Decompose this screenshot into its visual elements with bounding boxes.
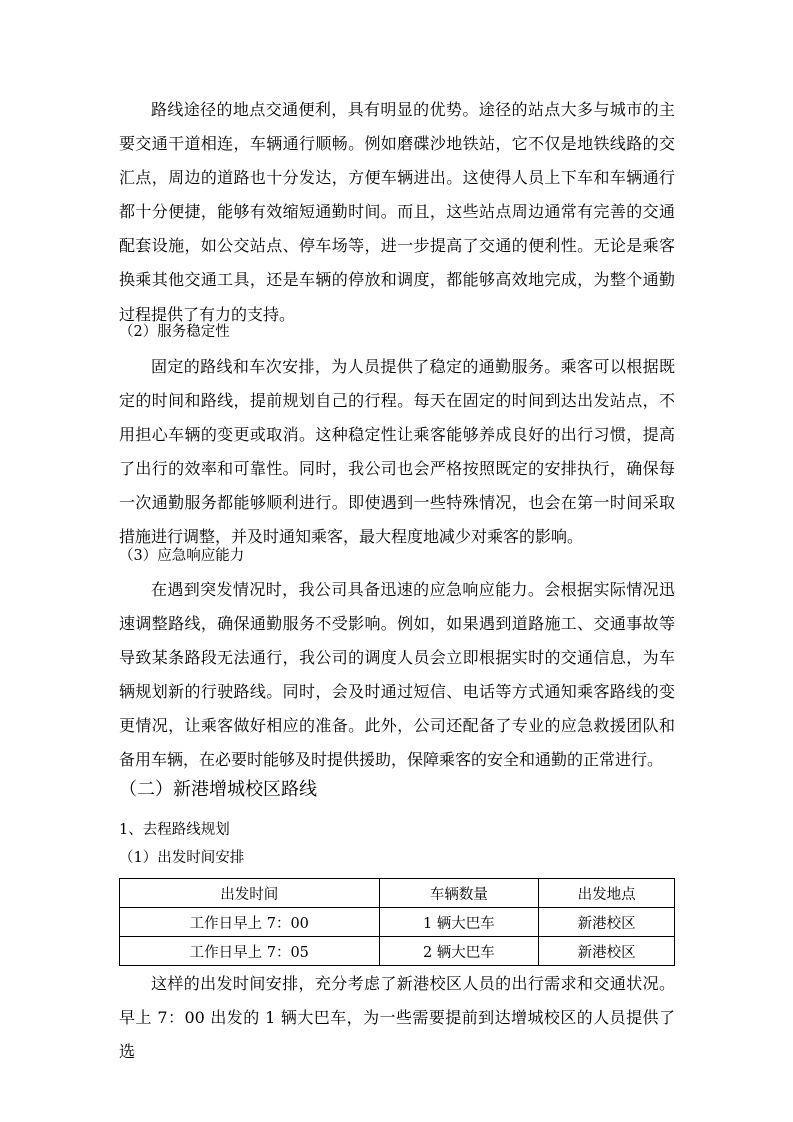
subsection-title: 1、去程路线规划 <box>119 822 230 838</box>
paragraph-service-stability: 固定的路线和车次安排，为人员提供了稳定的通勤服务。乘客可以根据既定的时间和路线，提前规划自己的行程。每天在固定的时间到达出发站点，不用担心车辆的变更或取消。这种稳定性让乘客能够养成良好的出行习惯，提高了出行的效率和可靠性。同时，我公司也会严格按照既定的安排执行，确保每一次通勤服务都能够顺利进行。即使遇到一些特殊情况，也会在第一时间采取措施进行调整，并及时通知乘客，最大程度地减少对乘客的影响。 <box>119 357 675 547</box>
paragraph-departure-explanation: 这样的出发时间安排，充分考虑了新港校区人员的出行需求和交通状况。早上 7：00 出发的 1 辆大巴车，为一些需要提前到达增城校区的人员提供了选 <box>119 974 675 1062</box>
table-cell: 工作日早上 7：05 <box>120 937 380 966</box>
table-header-cell: 出发时间 <box>120 879 380 908</box>
table-cell: 新港校区 <box>539 937 675 966</box>
table-header-cell: 车辆数量 <box>379 879 539 908</box>
paragraph-emergency-response: 在遇到突发情况时，我公司具备迅速的应急响应能力。会根据实际情况迅速调整路线，确保通勤服务不受影响。例如，如果遇到道路施工、交通事故等导致某条路段无法通行，我公司的调度人员会立即根据实时的交通信息，为车辆规划新的行驶路线。同时，会及时通过短信、电话等方式通知乘客路线的变更情况，让乘客做好相应的准备。此外，公司还配备了专业的应急救援团队和备用车辆，在必要时能够及时提供援助，保障乘客的安全和通勤的正常进行。 <box>119 580 675 770</box>
table-cell: 新港校区 <box>539 908 675 937</box>
table-header-cell: 出发地点 <box>539 879 675 908</box>
paragraph-traffic-convenience: 路线途径的地点交通便利，具有明显的优势。途径的站点大多与城市的主要交通干道相连，车辆通行顺畅。例如磨碟沙地铁站，它不仅是地铁线路的交汇点，周边的道路也十分发达，方便车辆进出。这使得人员上下车和车辆通行都十分便捷，能够有效缩短通勤时间。而且，这些站点周边通常有完善的交通配套设施，如公交站点、停车场等，进一步提高了交通的便利性。无论是乘客换乘其他交通工具，还是车辆的停放和调度，都能够高效地完成，为整个通勤过程提供了有力的支持。 <box>119 100 675 324</box>
table-header-row <box>120 879 675 908</box>
table-cell: 2 辆大巴车 <box>379 937 539 966</box>
table-cell: 工作日早上 7：00 <box>120 908 380 937</box>
table-row <box>120 937 675 966</box>
section-title: （二）新港增城校区路线 <box>119 779 317 800</box>
heading-departure-time: （1）出发时间安排 <box>119 850 245 866</box>
heading-service-stability: （2）服务稳定性 <box>119 324 230 340</box>
table-cell: 1 辆大巴车 <box>379 908 539 937</box>
table-row <box>120 908 675 937</box>
departure-schedule-table <box>119 878 675 966</box>
heading-emergency-response: （3）应急响应能力 <box>119 548 245 564</box>
